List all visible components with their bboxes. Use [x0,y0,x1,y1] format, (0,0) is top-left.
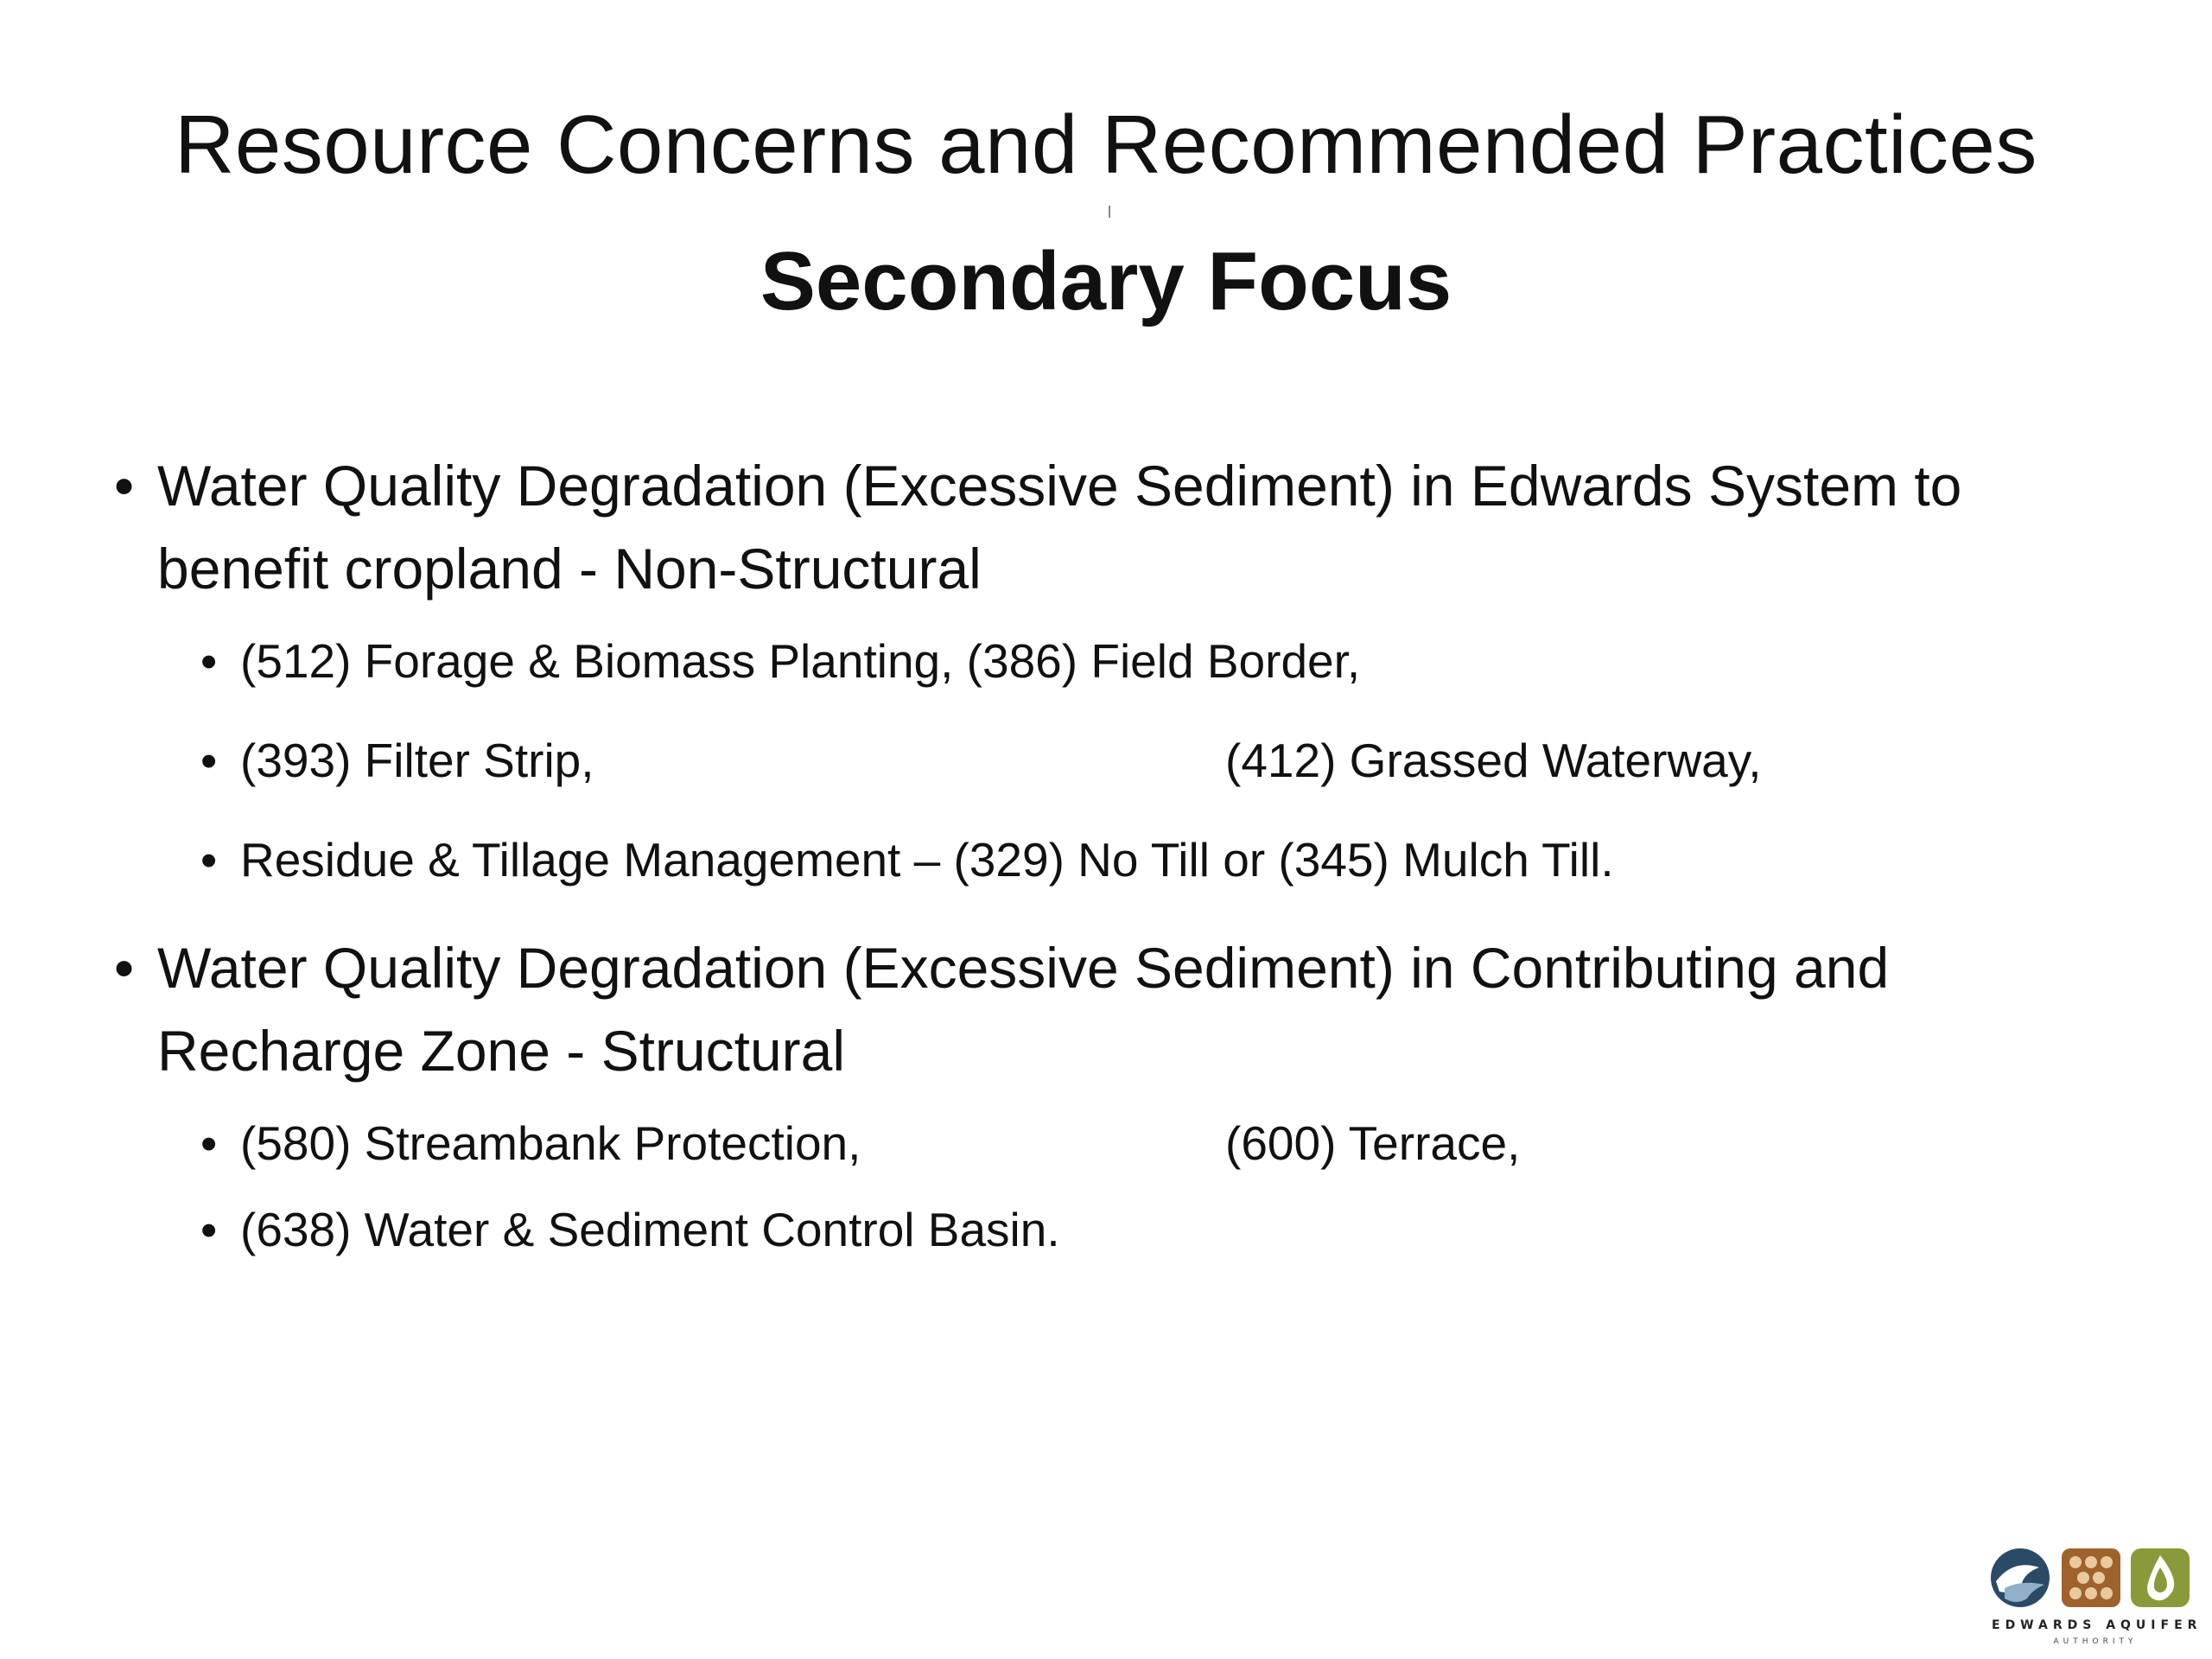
item-text: (393) Filter Strip, [240,734,594,787]
bullet-icon: • [200,634,218,688]
bullet-icon: • [200,1203,218,1256]
section-1-item-3 [200,830,1614,890]
section-1-item-2-col2: (412) Grassed Waterway, [1225,734,1762,787]
section-1-item-2 [200,730,594,791]
bullet-icon: • [200,1116,218,1170]
section-2-item-1 [200,1113,861,1173]
bullet-icon: • [200,734,218,787]
section-2-item-2 [200,1199,1060,1260]
bullet-icon: • [114,454,135,518]
bullet-icon: • [114,936,135,1000]
section-2-item-1-col2: (600) Terrace, [1225,1116,1521,1170]
logo-tagline-text: AUTHORITY [2053,1637,2138,1646]
item-text: Residue & Tillage Management – (329) No Till or (345) Mulch Till. [240,833,1614,887]
section-1-item-1 [200,631,1361,691]
logo-pattern-icon [2062,1548,2120,1607]
section-2-heading-line1: Water Quality Degradation (Excessive Sediment) in Contributing and [157,936,1890,1000]
slide-title: Resource Concerns and Recommended Practices [175,99,2037,191]
logo-drop-icon [2131,1548,2190,1607]
section-2-heading-line2: Recharge Zone - Structural [157,1019,846,1083]
section-1-heading-line1: Water Quality Degradation (Excessive Sediment) in Edwards System to [157,454,1962,518]
text-cursor-mark [1109,206,1110,218]
section-1-heading-line2: benefit cropland - Non-Structural [157,537,982,601]
slide-subtitle: Secondary Focus [760,235,1452,327]
item-text: (638) Water & Sediment Control Basin. [240,1203,1060,1256]
logo-name-text: EDWARDS AQUIFER [1992,1618,2202,1632]
bullet-icon: • [200,833,218,887]
section-1-heading [114,444,2101,610]
item-text: (512) Forage & Biomass Planting, (386) Field Border, [240,634,1361,688]
logo-wave-icon [1991,1548,2050,1607]
item-text: (580) Streambank Protection, [240,1116,861,1170]
section-2-heading [114,926,2101,1092]
